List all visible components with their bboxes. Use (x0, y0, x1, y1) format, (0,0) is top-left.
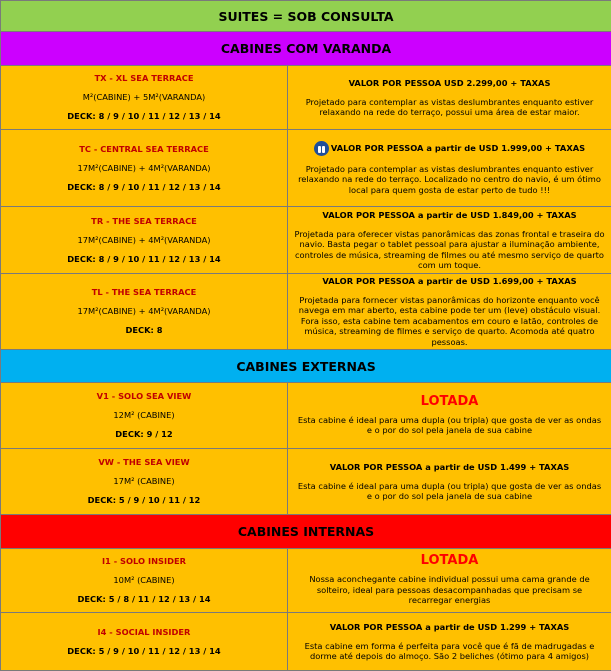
cabin-details (288, 613, 611, 671)
externas-header: CABINES EXTERNAS (1, 350, 611, 383)
cabin-deck: DECK: 8 (1, 325, 287, 336)
cabin-name: V1 - SOLO SEA VIEW (1, 391, 287, 402)
cabin-area: 10M² (CABINE) (1, 575, 287, 586)
cabin-info (1, 613, 288, 671)
cabin-description: Projetado para contemplar as vistas deslumbrantes enquanto estiver relaxando na rede do terraço, possui uma área de estar maior. (294, 97, 605, 118)
cabin-deck: DECK: 8 / 9 / 10 / 11 / 12 / 13 / 14 (1, 254, 287, 265)
sold-out-label: LOTADA (294, 555, 605, 566)
cabin-name: TL - THE SEA TERRACE (1, 287, 287, 298)
cabin-price: VALOR POR PESSOA a partir de USD 1.849,00 + TAXAS (294, 210, 605, 221)
cabin-deck: DECK: 8 / 9 / 10 / 11 / 12 / 13 / 14 (1, 182, 287, 193)
cabin-description: Nossa aconchegante cabine individual possui uma cama grande de solteiro, ideal para pessoas desacompanhadas que precisam se recarregar energias (294, 574, 605, 606)
cabin-info (1, 66, 288, 130)
cabin-info (1, 274, 288, 350)
cabin-info (1, 449, 288, 515)
cabin-price: VALOR POR PESSOA USD 2.299,00 + TAXAS (294, 78, 605, 89)
cabin-name: TX - XL SEA TERRACE (1, 73, 287, 84)
cabin-details (288, 66, 611, 130)
cabin-description: Esta cabine em forma é perfeita para você que é fã de madrugadas e dorme até depois do almoço. São 2 beliches (ótimo para 4 amigos) (294, 641, 605, 662)
cabin-info (1, 207, 288, 274)
cabin-deck: DECK: 5 / 9 / 10 / 11 / 12 (1, 495, 287, 506)
cabin-area: 17M²(CABINE) + 4M²(VARANDA) (1, 235, 287, 246)
cabin-area: 17M² (CABINE) (1, 476, 287, 487)
cabin-name: TC - CENTRAL SEA TERRACE (1, 144, 287, 155)
family-icon (314, 141, 329, 156)
cabin-info (1, 130, 288, 207)
cabin-description: Projetado para contemplar as vistas deslumbrantes enquanto estiver relaxando na rede do terraço. Localizado no centro do navio, é um ótimo local para quem gosta de estar perto de tudo !!! (294, 164, 605, 196)
cabin-area: M²(CABINE) + 5M²(VARANDA) (1, 92, 287, 103)
varanda-header: CABINES COM VARANDA (1, 32, 611, 66)
cabin-area: 17M²(CABINE) + 4M²(VARANDA) (1, 306, 287, 317)
cabin-info (1, 549, 288, 613)
cabin-info (1, 383, 288, 449)
cabin-details (288, 274, 611, 350)
cabin-details (288, 207, 611, 274)
cabin-details (288, 549, 611, 613)
suites-header: SUITES = SOB CONSULTA (1, 1, 611, 32)
cabin-deck: DECK: 8 / 9 / 10 / 11 / 12 / 13 / 14 (1, 111, 287, 122)
cabin-price: VALOR POR PESSOA a partir de USD 1.999,00 + TAXAS (331, 143, 585, 154)
cabin-name: I4 - SOCIAL INSIDER (1, 627, 287, 638)
cabin-name: VW - THE SEA VIEW (1, 457, 287, 468)
cabin-description: Esta cabine é ideal para uma dupla (ou tripla) que gosta de ver as ondas e o por do sol pela janela de sua cabine (294, 481, 605, 502)
cabin-price: VALOR POR PESSOA a partir de USD 1.499 + TAXAS (294, 462, 605, 473)
cabin-description: Esta cabine é ideal para uma dupla (ou tripla) que gosta de ver as ondas e o por do sol pela janela de sua cabine (294, 415, 605, 436)
cabin-deck: DECK: 5 / 9 / 10 / 11 / 12 / 13 / 14 (1, 646, 287, 657)
cabin-name: TR - THE SEA TERRACE (1, 216, 287, 227)
sold-out-label: LOTADA (294, 396, 605, 407)
cabin-price-row (294, 141, 605, 156)
cabin-name: I1 - SOLO INSIDER (1, 556, 287, 567)
cabin-deck: DECK: 9 / 12 (1, 429, 287, 440)
cabin-deck: DECK: 5 / 8 / 11 / 12 / 13 / 14 (1, 594, 287, 605)
internas-header: CABINES INTERNAS (1, 515, 611, 549)
cabin-details (288, 383, 611, 449)
cabin-area: 17M²(CABINE) + 4M²(VARANDA) (1, 163, 287, 174)
cabin-details (288, 130, 611, 207)
cabin-price: VALOR POR PESSOA a partir de USD 1.699,00 + TAXAS (294, 276, 605, 287)
cabin-description: Projetada para fornecer vistas panorâmicas do horizonte enquanto você navega em mar aberto, esta cabine pode ter um (leve) obstáculo visual. Fora isso, esta cabine tem acabamentos em couro e latão, controles de música, streaming de filmes e serviço de quarto. Acomoda até quatro pessoas. (294, 295, 605, 348)
cabin-description: Projetada para oferecer vistas panorâmicas das zonas frontal e traseira do navio. Basta pegar o tablet pessoal para ajustar a iluminação ambiente, controles de música, streaming de filmes ou até mesmo serviço de quarto com um toque. (294, 229, 605, 271)
cabin-price: VALOR POR PESSOA a partir de USD 1.299 + TAXAS (294, 622, 605, 633)
cabin-details (288, 449, 611, 515)
cabin-area: 12M² (CABINE) (1, 410, 287, 421)
